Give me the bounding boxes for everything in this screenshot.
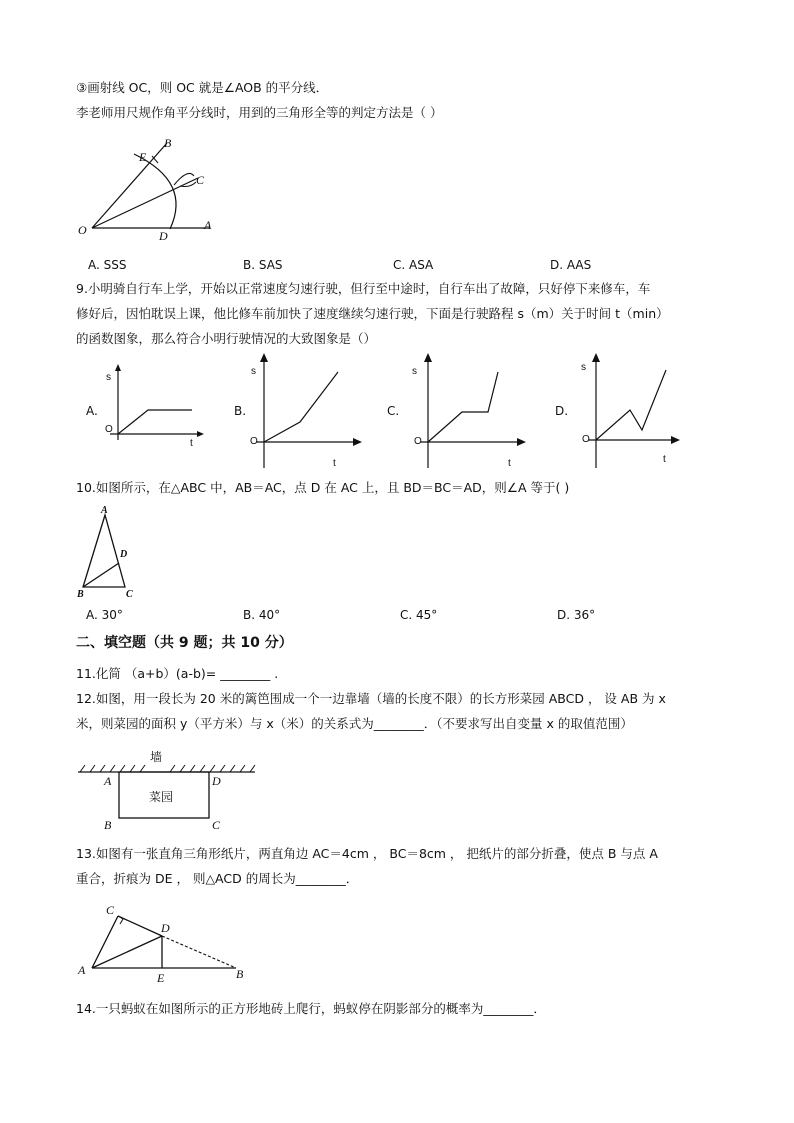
- q10-label-B: B: [77, 589, 84, 600]
- q9-graph-a-label[interactable]: A.: [86, 404, 98, 418]
- q9-graph-d: [568, 350, 688, 475]
- q9-graph-d-o: O: [582, 434, 590, 445]
- q9-graph-a-s: s: [106, 372, 111, 383]
- q10-label-A: A: [101, 505, 108, 516]
- q10-option-d[interactable]: D. 36°: [557, 608, 596, 622]
- q9-graph-c: [400, 350, 530, 475]
- q10-label-D: D: [120, 549, 128, 560]
- q9-graph-b-o: O: [250, 436, 258, 447]
- q9-graph-c-t: t: [508, 458, 511, 469]
- q11-question: 11.化简 （a+b）(a-b)= ________ .: [76, 666, 279, 681]
- q13-label-E: E: [157, 971, 165, 985]
- q8-label-B: B: [164, 136, 172, 150]
- q8-option-d[interactable]: D. AAS: [550, 258, 592, 272]
- q13-line2: 重合，折痕为 DE ， 则△ACD 的周长为________．: [76, 871, 359, 886]
- q10-option-c[interactable]: C. 45°: [400, 608, 438, 622]
- q9-graph-d-label[interactable]: D.: [555, 404, 569, 418]
- q10-label-C: C: [126, 589, 133, 600]
- q8-label-D: D: [159, 229, 168, 243]
- q9-line3: 的函数图象，那么符合小明行驶情况的大致图象是（）: [76, 331, 377, 346]
- q9-graph-b-t: t: [333, 458, 336, 469]
- q8-angle-bisector-figure: [70, 130, 230, 245]
- q9-graph-c-s: s: [412, 366, 417, 377]
- q10-option-a[interactable]: A. 30°: [86, 608, 123, 622]
- q12-garden-figure: [70, 745, 260, 835]
- q9-line1: 9.小明骑自行车上学，开始以正常速度匀速行驶，但行至中途时，自行车出了故障，只好停下来修车，车: [76, 281, 651, 296]
- q9-graph-b-label[interactable]: B.: [234, 404, 247, 418]
- q9-graph-a-o: O: [105, 424, 113, 435]
- q12-line1: 12.如图，用一段长为 20 米的篱笆围成一个一边靠墙（墙的长度不限）的长方形菜园 ABCD ， 设 AB 为 x: [76, 691, 666, 706]
- q9-graph-b-s: s: [251, 366, 256, 377]
- q10-question: 10.如图所示，在△ABC 中，AB＝AC，点 D 在 AC 上，且 BD＝BC＝AD，则∠A 等于( ): [76, 480, 570, 495]
- section-fill-in-title: 二、填空题（共 9 题；共 10 分）: [76, 635, 293, 651]
- q8-option-b[interactable]: B. SAS: [243, 258, 283, 272]
- q12-line2: 米，则菜园的面积 y（平方米）与 x（米）的关系式为________．（不要求写出自变量 x 的取值范围）: [76, 716, 633, 731]
- q13-label-C: C: [106, 903, 115, 917]
- q8-label-C: C: [196, 173, 205, 187]
- q10-option-b[interactable]: B. 40°: [243, 608, 281, 622]
- q8-step3: ③画射线 OC，则 OC 就是∠AOB 的平分线．: [76, 80, 329, 95]
- q12-label-D: D: [212, 774, 221, 788]
- q8-label-A: A: [204, 218, 212, 232]
- q9-graph-a: [100, 360, 210, 450]
- q10-triangle-figure: [75, 505, 145, 600]
- q12-label-A: A: [104, 774, 112, 788]
- q9-graph-c-o: O: [414, 436, 422, 447]
- q8-label-O: O: [78, 223, 87, 237]
- q9-graph-d-s: s: [581, 362, 586, 373]
- q9-line2: 修好后，因怕耽误上课，他比修车前加快了速度继续匀速行驶，下面是行驶路程 s（m）关于时间 t（min）: [76, 306, 669, 321]
- q13-label-A: A: [78, 963, 86, 977]
- q12-garden-label: 菜园: [149, 790, 174, 804]
- q8-question: 李老师用尺规作角平分线时，用到的三角形全等的判定方法是（ ）: [76, 105, 443, 120]
- q12-label-C: C: [212, 818, 221, 832]
- q9-graph-b: [248, 350, 368, 475]
- q13-label-D: D: [161, 921, 170, 935]
- q9-graph-d-t: t: [663, 454, 666, 465]
- q12-label-B: B: [104, 818, 112, 832]
- q9-graph-c-label[interactable]: C.: [387, 404, 400, 418]
- q12-wall-label: 墙: [150, 750, 163, 764]
- q8-option-a[interactable]: A. SSS: [88, 258, 127, 272]
- q13-line1: 13.如图有一张直角三角形纸片，两直角边 AC＝4cm ， BC＝8cm ， 把纸片的部分折叠，使点 B 与点 A: [76, 846, 658, 861]
- q9-graph-a-t: t: [190, 438, 193, 449]
- q8-label-E: E: [139, 150, 147, 164]
- q8-option-c[interactable]: C. ASA: [393, 258, 434, 272]
- q13-label-B: B: [236, 967, 244, 981]
- q13-fold-figure: [76, 898, 256, 983]
- q14-question: 14.一只蚂蚁在如图所示的正方形地砖上爬行，蚂蚁停在阴影部分的概率为________．: [76, 1001, 546, 1016]
